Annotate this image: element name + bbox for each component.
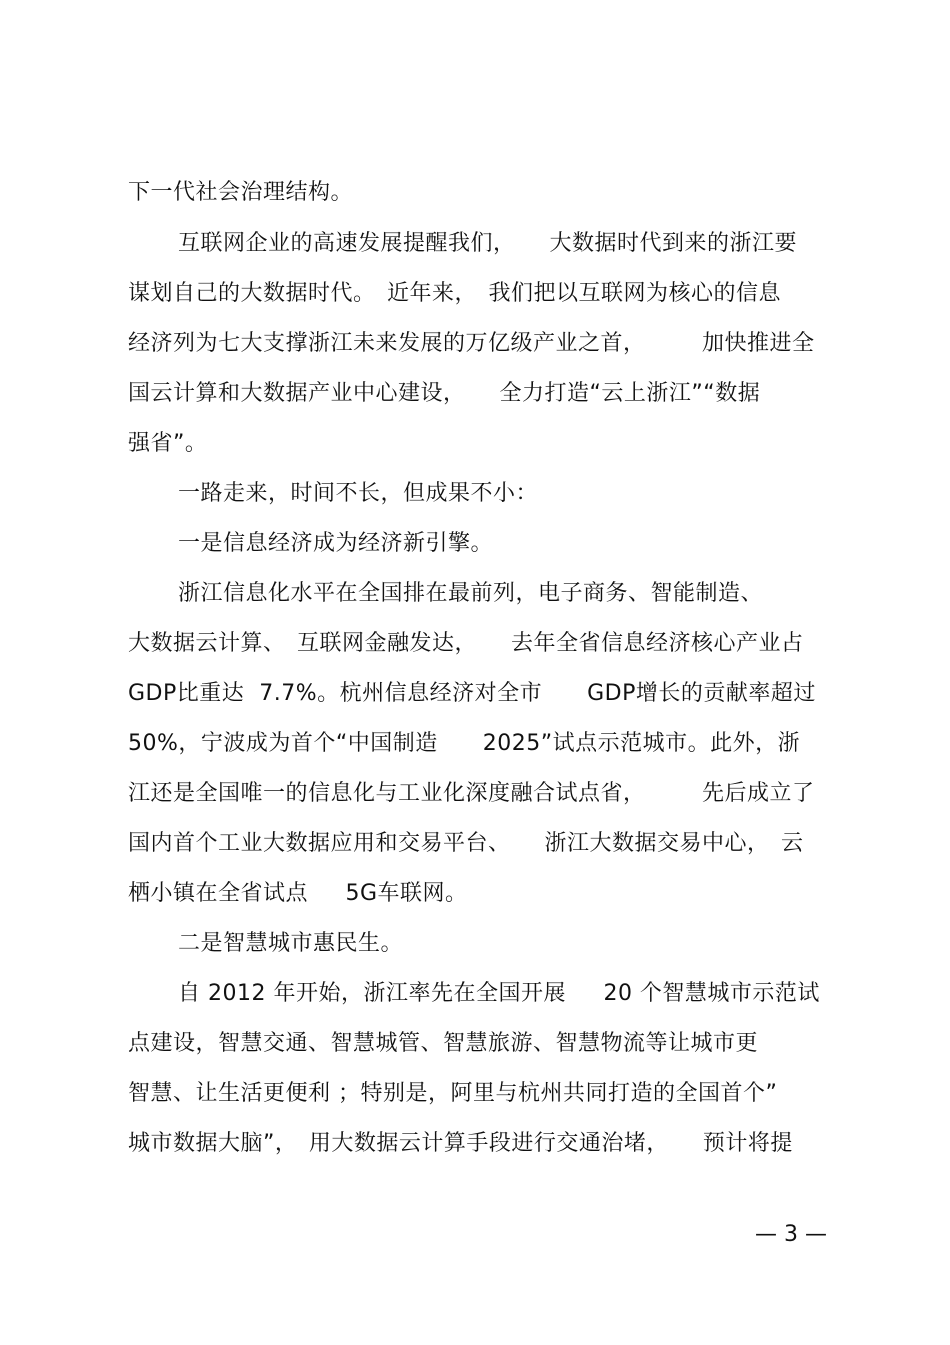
text-line: 浙江信息化水平在全国排在最前列，电子商务、智能制造、 [178,581,764,606]
text-line: 下一代社会治理结构。 [128,180,354,205]
text-line: 国云计算和大数据产业中心建设， 全力打造“云上浙江”“数据 [128,381,761,406]
text-line: 国内首个工业大数据应用和交易平台、 浙江大数据交易中心， 云 [128,831,804,856]
text-line: GDP比重达 7.7%。杭州信息经济对全市 GDP增长的贡献率超过 [128,681,816,706]
text-line: 智慧、让生活更便利 ；特别是，阿里与杭州共同打造的全国首个” [128,1081,778,1106]
page-number: — 3 — [755,1222,827,1247]
text-line: 50%，宁波成为首个“中国制造 2025”试点示范城市。此外，浙 [128,731,801,756]
text-line: 江还是全国唯一的信息化与工业化深度融合试点省， 先后成立了 [128,781,815,806]
text-line: 城市数据大脑”， 用大数据云计算手段进行交通治堵， 预计将提 [128,1131,793,1156]
text-line: 互联网企业的高速发展提醒我们， 大数据时代到来的浙江要 [178,231,798,256]
text-line: 栖小镇在全省试点 5G车联网。 [128,881,468,906]
text-line: 点建设，智慧交通、智慧城管、智慧旅游、智慧物流等让城市更 [128,1031,759,1056]
section-heading: 二是智慧城市惠民生。 [178,931,404,956]
text-line: 强省”。 [128,431,208,456]
section-heading: 一是信息经济成为经济新引擎。 [178,531,494,556]
text-line: 谋划自己的大数据时代。 近年来， 我们把以互联网为核心的信息 [128,281,782,306]
text-line: 自 2012 年开始，浙江率先在全国开展 20 个智慧城市示范试 [178,981,820,1006]
text-line: 一路走来，时间不长，但成果不小： [178,481,539,506]
text-line: 大数据云计算、 互联网金融发达， 去年全省信息经济核心产业占 [128,631,804,656]
text-line: 经济列为七大支撑浙江未来发展的万亿级产业之首， 加快推进全 [128,331,815,356]
